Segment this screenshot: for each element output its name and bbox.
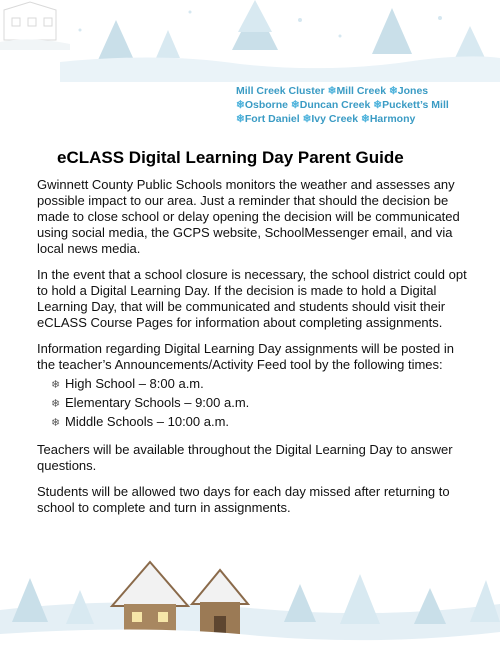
school-name: Duncan Creek: [299, 99, 371, 111]
school-name: Ivy Creek: [311, 113, 359, 125]
paragraph-weather: Gwinnett County Public Schools monitors the weather and assesses any possible impact to our area. Just a reminder that should the decision be made to close school or delay opening the decision will be communicated using social media, the GCPS website, SchoolMessenger email, and via local news media.: [37, 177, 460, 256]
cluster-line-2: [236, 98, 486, 112]
snowflake-icon: ❄: [290, 99, 300, 111]
paragraph-assignments: Information regarding Digital Learning Day assignments will be posted in the teacher’s Announcements/Activity Feed tool by the following times:: [37, 341, 454, 372]
snowflake-icon: ❄: [236, 99, 245, 111]
paragraph-teachers: Teachers will be available throughout the Digital Learning Day to answer questions.: [37, 442, 453, 473]
snowflake-bullet-icon: ❄: [51, 379, 61, 391]
cluster-line-1: [236, 84, 486, 98]
paragraph-makeup-days: Students will be allowed two days for each day missed after returning to school to complete and turn in assignments.: [37, 484, 450, 515]
snowflake-bullet-icon: ❄: [51, 417, 61, 429]
snowflake-icon: ❄: [236, 113, 245, 125]
snowflake-icon: ❄: [373, 99, 383, 111]
school-cluster-list: [236, 84, 486, 126]
snowflake-icon: ❄: [302, 113, 312, 125]
school-name: Puckett’s Mill: [382, 99, 449, 111]
cluster-line-3: [236, 112, 486, 126]
posting-times-list: [37, 375, 467, 432]
school-name: Fort Daniel: [244, 113, 300, 125]
winter-banner-top: [0, 0, 500, 82]
paragraph-closure: In the event that a school closure is necessary, the school district could opt to hold a Digital Learning Day. If the decision is made to hold a Digital Learning Day, that will be communicated and students should visit their eCLASS Course Pages for information about completing assignments.: [37, 267, 467, 330]
snowflake-icon: ❄: [361, 113, 370, 125]
cluster-name: Mill Creek Cluster: [236, 85, 325, 97]
page-title: eCLASS Digital Learning Day Parent Guide: [57, 148, 404, 167]
school-name: Jones: [397, 85, 429, 97]
school-name: Harmony: [369, 113, 416, 125]
school-name: Mill Creek: [336, 85, 387, 97]
guide-body: [37, 177, 467, 526]
list-item: ❄ High School – 8:00 a.m.: [51, 375, 467, 394]
list-item: ❄ Middle Schools – 10:00 a.m.: [51, 413, 467, 432]
snowflake-icon: ❄: [327, 85, 337, 97]
snowflake-icon: ❄: [388, 85, 398, 97]
snowflake-bullet-icon: ❄: [51, 398, 61, 410]
list-item: ❄ Elementary Schools – 9:00 a.m.: [51, 394, 467, 413]
school-name: Osborne: [244, 99, 288, 111]
winter-banner-bottom: [0, 560, 500, 647]
